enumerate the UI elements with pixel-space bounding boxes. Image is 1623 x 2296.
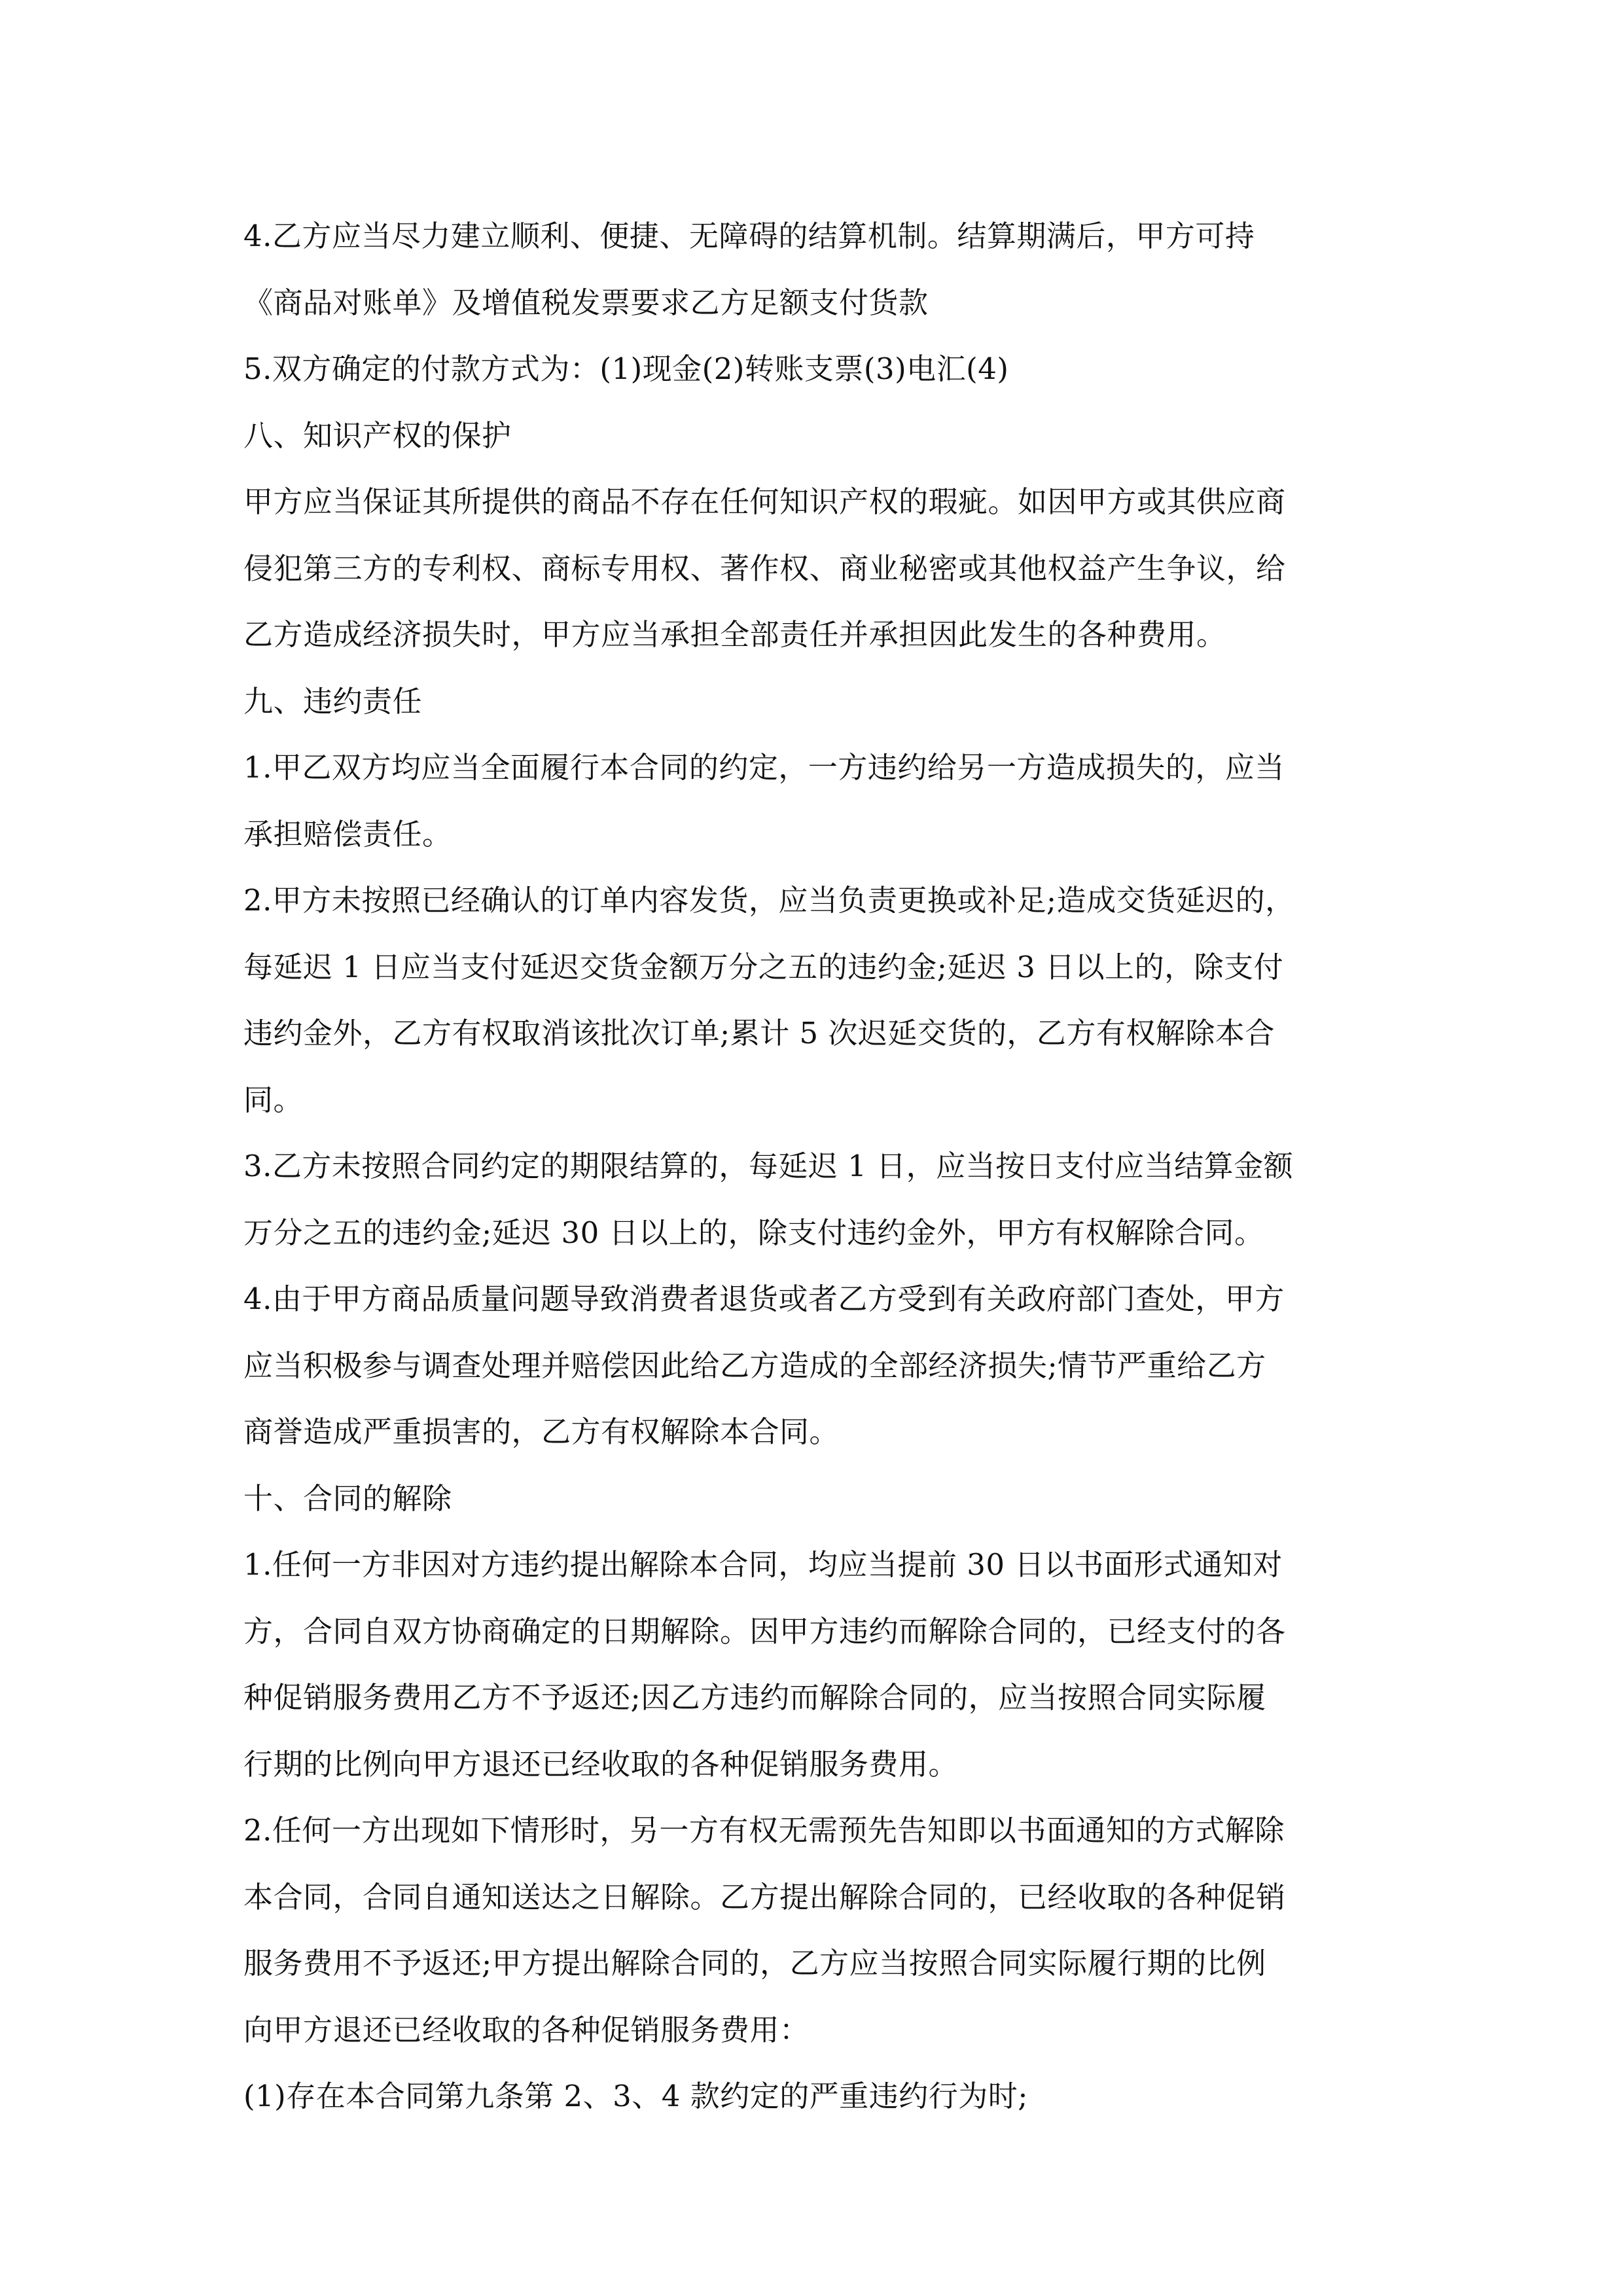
text-line: 甲方应当保证其所提供的商品不存在任何知识产权的瑕疵。如因甲方或其供应商: [243, 484, 1286, 519]
text-line: 3.乙方未按照合同约定的期限结算的，每延迟 1 日，应当按日支付应当结算金额: [243, 1149, 1294, 1183]
text-line: 2.甲方未按照已经确认的订单内容发货，应当负责更换或补足;造成交货延迟的，: [243, 883, 1295, 918]
section-heading: 九、违约责任: [243, 683, 423, 719]
text-line: 5.双方确定的付款方式为：(1)现金(2)转账支票(3)电汇(4): [243, 351, 1009, 386]
text-line: 万分之五的违约金;延迟 30 日以上的，除支付违约金外，甲方有权解除合同。: [243, 1215, 1264, 1250]
text-line: 每延迟 1 日应当支付延迟交货金额万分之五的违约金;延迟 3 日以上的，除支付: [243, 949, 1284, 984]
text-line: 本合同，合同自通知送达之日解除。乙方提出解除合同的，已经收取的各种促销: [243, 1879, 1286, 1914]
text-line: 1.任何一方非因对方违约提出解除本合同，均应当提前 30 日以书面形式通知对: [243, 1547, 1283, 1582]
text-line: 向甲方退还已经收取的各种促销服务费用：: [243, 2012, 810, 2047]
text-line: 《商品对账单》及增值税发票要求乙方足额支付货款: [243, 285, 929, 320]
text-line: 商誉造成严重损害的，乙方有权解除本合同。: [243, 1414, 840, 1449]
text-line: 行期的比例向甲方退还已经收取的各种促销服务费用。: [243, 1746, 959, 1782]
text-line: 2.任何一方出现如下情形时，另一方有权无需预先告知即以书面通知的方式解除: [243, 1813, 1285, 1848]
text-line: 1.甲乙双方均应当全面履行本合同的约定，一方违约给另一方造成损失的，应当: [243, 750, 1285, 785]
text-line: 种促销服务费用乙方不予返还;因乙方违约而解除合同的，应当按照合同实际履: [243, 1680, 1266, 1715]
text-line: 同。: [243, 1082, 304, 1117]
text-line: 应当积极参与调查处理并赔偿因此给乙方造成的全部经济损失;情节严重给乙方: [243, 1348, 1266, 1383]
text-line: (1)存在本合同第九条第 2、3、4 款约定的严重违约行为时;: [243, 2079, 1028, 2113]
text-line: 4.乙方应当尽力建立顺利、便捷、无障碍的结算机制。结算期满后，甲方可持: [243, 219, 1255, 253]
text-line: 乙方造成经济损失时，甲方应当承担全部责任并承担因此发生的各种费用。: [243, 617, 1226, 652]
text-line: 4.由于甲方商品质量问题导致消费者退货或者乙方受到有关政府部门查处，甲方: [243, 1282, 1285, 1316]
text-line: 违约金外，乙方有权取消该批次订单;累计 5 次迟延交货的，乙方有权解除本合: [243, 1016, 1275, 1050]
text-line: 侵犯第三方的专利权、商标专用权、著作权、商业秘密或其他权益产生争议，给: [243, 550, 1286, 586]
section-heading: 八、知识产权的保护: [243, 418, 512, 453]
text-line: 方，合同自双方协商确定的日期解除。因甲方违约而解除合同的，已经支付的各: [243, 1613, 1286, 1649]
section-heading: 十、合同的解除: [243, 1480, 452, 1516]
text-line: 承担赔偿责任。: [243, 816, 452, 852]
document-body: [243, 203, 1382, 2130]
text-line: 服务费用不予返还;甲方提出解除合同的，乙方应当按照合同实际履行期的比例: [243, 1946, 1266, 1981]
